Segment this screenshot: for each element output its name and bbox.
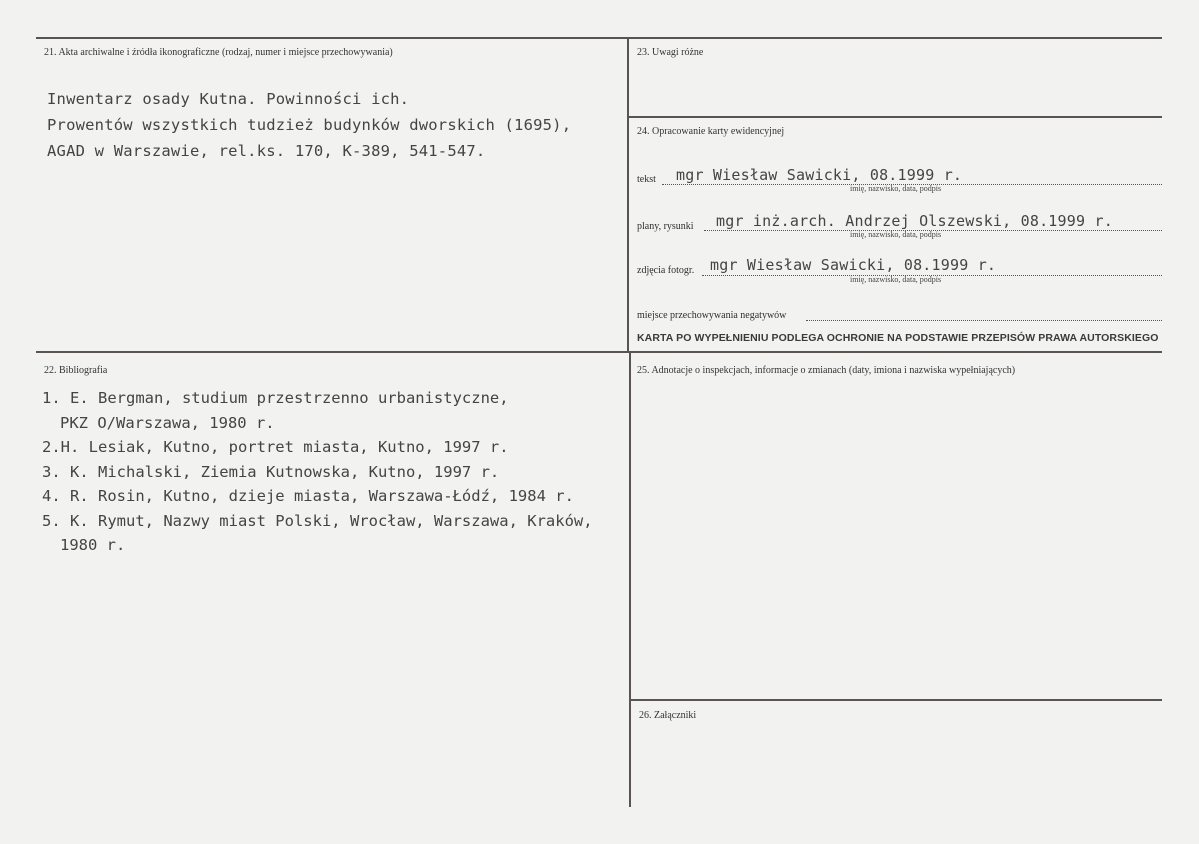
section-21-label: 21. Akta archiwalne i źródła ikonograficzne (rodzaj, numer i miejsce przechowywania) [44,47,393,58]
rule-25-26 [629,699,1162,701]
bibliography-item-4: 4. R. Rosin, Kutno, dzieje miasta, Warszawa-Łódź, 1984 r. [42,487,574,505]
plany-value: mgr inż.arch. Andrzej Olszewski, 08.1999 r. [716,212,1113,230]
zdjecia-value: mgr Wiesław Sawicki, 08.1999 r. [710,256,997,274]
miejsce-label: miejsce przechowywania negatywów [637,310,787,321]
section-22-label: 22. Bibliografia [44,365,108,376]
bibliography-item-1-cont: PKZ O/Warszawa, 1980 r. [60,413,275,432]
section-25-label: 25. Adnotacje o inspekcjach, informacje o zmianach (daty, imiona i nazwiska wypełniających) [637,365,1016,376]
section-21-line-2: Prowentów wszystkich tudzież budynków dworskich (1695), [47,116,572,134]
section-26-label: 26. Załączniki [639,710,697,721]
center-divider [627,37,629,353]
top-rule [36,37,1162,39]
bibliography-item-5-cont: 1980 r. [60,536,126,554]
plany-label: plany, rysunki [637,221,694,232]
bibliography-item-5: 5. K. Rymut, Nazwy miast Polski, Wrocław, Warszawa, Kraków, [42,511,593,530]
section-24-label: 24. Opracowanie karty ewidencyjnej [637,126,785,137]
plany-caption: imię, nazwisko, data, podpis [850,230,942,239]
tekst-label: tekst [637,174,656,185]
zdjecia-caption: imię, nazwisko, data, podpis [850,275,942,284]
lower-divider [629,351,631,807]
bibliography-item-3: 3. K. Michalski, Ziemia Kutnowska, Kutno, 1997 r. [42,462,500,481]
rule-23-24 [627,116,1162,118]
bibliography-item-1: 1. E. Bergman, studium przestrzenno urbanistyczne, [42,389,509,407]
copyright-notice: KARTA PO WYPEŁNIENIU PODLEGA OCHRONIE NA PODSTAWIE PRZEPISÓW PRAWA AUTORSKIEGO [637,332,1159,344]
middle-rule [36,351,1162,353]
miejsce-dotted-line [806,320,1162,321]
tekst-caption: imię, nazwisko, data, podpis [850,184,942,193]
section-23-label: 23. Uwagi różne [637,47,704,58]
bibliography-item-2: 2.H. Lesiak, Kutno, portret miasta, Kutno, 1997 r. [42,438,509,456]
zdjecia-label: zdjęcia fotogr. [637,265,695,276]
section-21-line-3: AGAD w Warszawie, rel.ks. 170, K-389, 541-547. [47,142,486,160]
bibliography-list [42,386,593,558]
section-21-line-1: Inwentarz osady Kutna. Powinności ich. [47,90,410,108]
tekst-value: mgr Wiesław Sawicki, 08.1999 r. [676,166,963,184]
